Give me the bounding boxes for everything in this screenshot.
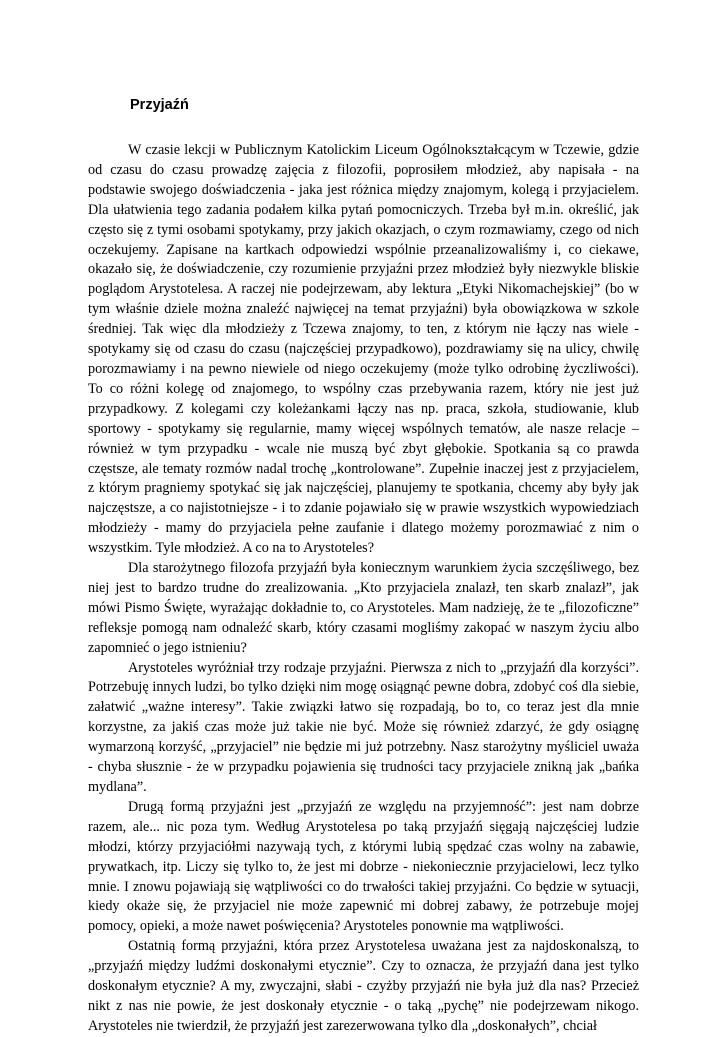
paragraph-3: Arystoteles wyróżniał trzy rodzaje przyjaźni. Pierwsza z nich to „przyjaźń dla korzyści”. Potrzebuję innych ludzi, bo tylko dzięki nim mogę osiągnąć pewne dobra, zdobyć coś dla siebie, załatwić „ważne interesy”. Takie związki łatwo się rozpadają, bo to, co teraz jest dla mnie korzystne, za jakiś czas może już takie nie być. Może się również zdarzyć, że gdy osiągnę wymarzoną korzyść, „przyjaciel” nie będzie mi już potrzebny. Nasz starożytny myśliciel uważa - chyba słusznie - że w przypadku pojawienia się trudności tacy przyjaciele znikną jak „bańka mydlana”. [88,659,639,795]
paragraph-4: Drugą formą przyjaźni jest „przyjaźń ze względu na przyjemność”: jest nam dobrze razem, ale... nic poza tym. Według Arystotelesa po taką przyjaźń sięgają najczęściej ludzie młodzi, którzy przyjaciółmi nazywają tych, z którymi lubią spędzać czas wolny na zabawie, prywatkach, itp. Liczy się tylko to, że jest mi dobrze - niekoniecznie przyjacielowi, lecz tylko mnie. I znowu pojawiają się wątpliwości co do trwałości takiej przyjaźni. Co będzie w sytuacji, kiedy okaże się, że przyjaciel nie może zapewnić mi dobrej zabawy, że potrzebuje mojej pomocy, opieki, a może nawet poświęcenia? Arystoteles ponownie ma wątpliwości. [88,798,639,935]
paragraph-1: W czasie lekcji w Publicznym Katolickim Liceum Ogólnokształcącym w Tczewie, gdzie od czasu do czasu prowadzę zajęcia z filozofii, poprosiłem młodzież, aby napisała - na podstawie swojego doświadczenia - jaka jest różnica między znajomym, kolegą i przyjacielem. Dla ułatwienia tego zadania podałem kilka pytań pomocniczych. Trzeba był m.in. określić, jak często się z tymi osobami spotykamy, przy jakich okazjach, o czym rozmawiamy, czego od nich oczekujemy. Zapisane na kartkach odpowiedzi wspólnie przeanalizowaliśmy i, co ciekawe, okazało się, że doświadczenie, czy rozumienie przyjaźni przez młodzież były niezwykle bliskie poglądom Arystotelesa. A raczej nie podejrzewam, aby lektura „Etyki Nikomachejskiej” (bo w tym właśnie dziele można znaleźć najwięcej na temat przyjaźni) była obowiązkowa w szkole średniej. Tak więc dla młodzieży z Tczewa znajomy, to ten, z którym nie łączy nas wiele - spotykamy się od czasu do czasu (najczęściej przypadkowo), pozdrawiamy się na ulicy, chwilę porozmawiamy i na pewno niewiele od niego oczekujemy (może tylko odrobinę życzliwości). To co różni kolegę od znajomego, to wspólny czas przebywania razem, który nie jest już przypadkowy. Z kolegami czy koleżankami łączy nas np. praca, szkoła, studiowanie, klub sportowy - spotykamy się regularnie, mamy więcej wspólnych tematów, ale nasze relacje – również w tym przypadku - wcale nie muszą być zbyt głębokie. Spotkania są co prawda częstsze, ale tematy rozmów nadal trochę „kontrolowane”. Zupełnie inaczej jest z przyjacielem, z którym pragniemy spotykać się jak najczęściej, planujemy te spotkania, chcemy aby były jak najczęstsze, a co najistotniejsze - i to zdanie pojawiało się w prawie wszystkich wypowiedziach młodzieży - mamy do przyjaciela pełne zaufanie i dlatego możemy porozmawiać z nim o wszystkim. Tyle młodzież. A co na to Arystoteles? [88,142,639,557]
paragraph-2: Dla starożytnego filozofa przyjaźń była koniecznym warunkiem życia szczęśliwego, bez niej jest to bardzo trudne do zrealizowania. „Kto przyjaciela znalazł, ten skarb znalazł”, jak mówi Pismo Święte, wyrażając dokładnie to, co Arystoteles. Mam nadzieję, że te „filozoficzne” refleksje pomogą nam odnaleźć skarb, który czasami mogliśmy zakopać w naszym życiu albo zapomnieć o jego istnieniu? [88,560,639,656]
document-title: Przyjaźń [130,97,189,113]
document-body [88,141,639,1037]
paragraph-5: Ostatnią formą przyjaźni, która przez Arystotelesa uważana jest za najdoskonalszą, to „przyjaźń między ludźmi doskonałymi etycznie”. Czy to oznacza, że przyjaźń dana jest tylko doskonałym etycznie? A my, zwyczajni, słabi - czyżby przyjaźń nie była już dla nas? Przecież nikt z nas nie powie, że jest doskonały etycznie - o taką „pychę” nie podejrzewam nikogo. Arystoteles nie twierdził, że przyjaźń jest zarezerwowana tylko dla „doskonałych”, chciał [88,938,639,1034]
